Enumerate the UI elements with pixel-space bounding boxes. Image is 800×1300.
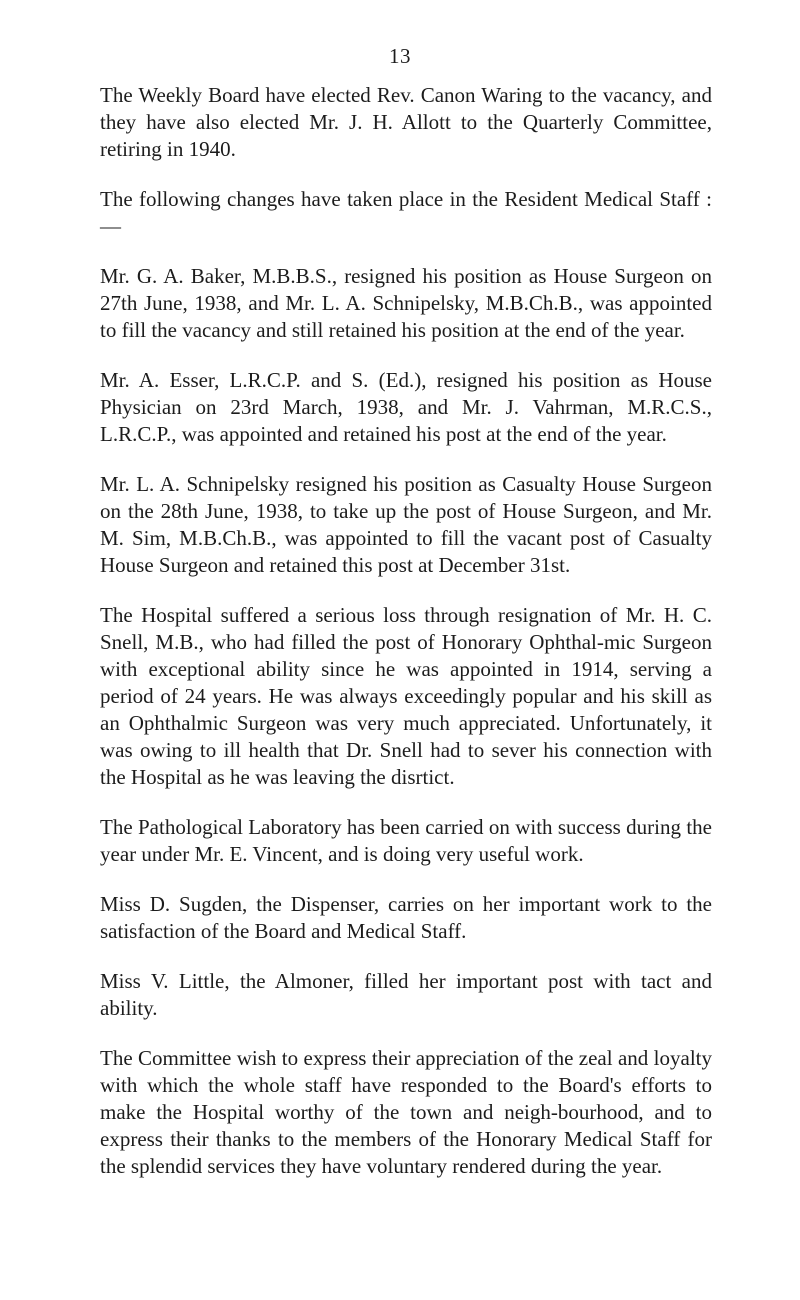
paragraph-casualty-surgeon-change: Mr. L. A. Schnipelsky resigned his position as Casualty House Surgeon on the 28th June, 1938, to take up the post of House Surgeon, and Mr. M. Sim, M.B.Ch.B., was appointed to fill the vacant post of Casualty House Surgeon and retained this post at December 31st. bbox=[100, 472, 712, 577]
paragraph-pathological-laboratory: The Pathological Laboratory has been carried on with success during the year under Mr. E. Vincent, and is doing very useful work. bbox=[100, 815, 712, 866]
paragraph-ophthalmic-surgeon-resignation: The Hospital suffered a serious loss through resignation of Mr. H. C. Snell, M.B., who had filled the post of Honorary Ophthal-mic Surgeon with exceptional ability since he was appointed in 1914, serving a period of 24 years. He was always exceedingly popular and his skill as an Ophthalmic Surgeon was very much appreciated. Unfortunately, it was owing to ill health that Dr. Snell had to sever his connection with the Hospital as he was leaving the disrtict. bbox=[100, 603, 712, 789]
paragraph-almoner: Miss V. Little, the Almoner, filled her important post with tact and ability. bbox=[100, 969, 712, 1020]
paragraph-house-physician-change: Mr. A. Esser, L.R.C.P. and S. (Ed.), resigned his position as House Physician on 23rd March, 1938, and Mr. J. Vahrman, M.R.C.S., L.R.C.P., was appointed and retained his post at the end of the year. bbox=[100, 368, 712, 446]
paragraph-house-surgeon-change: Mr. G. A. Baker, M.B.B.S., resigned his position as House Surgeon on 27th June, 1938, and Mr. L. A. Schnipelsky, M.B.Ch.B., was appointed to fill the vacancy and still retained his position at the end of the year. bbox=[100, 264, 712, 342]
paragraph-staff-changes-intro: The following changes have taken place in the Resident Medical Staff :— bbox=[100, 187, 712, 238]
report-body bbox=[100, 82, 712, 1203]
paragraph-board-elections: The Weekly Board have elected Rev. Canon Waring to the vacancy, and they have also elected Mr. J. H. Allott to the Quarterly Committee, retiring in 1940. bbox=[100, 83, 712, 161]
paragraph-committee-appreciation: The Committee wish to express their appreciation of the zeal and loyalty with which the whole staff have responded to the Board's efforts to make the Hospital worthy of the town and neigh-bourhood, and to express their thanks to the members of the Honorary Medical Staff for the splendid services they have voluntary rendered during the year. bbox=[100, 1046, 712, 1178]
paragraph-dispenser: Miss D. Sugden, the Dispenser, carries on her important work to the satisfaction of the Board and Medical Staff. bbox=[100, 892, 712, 943]
page-number: 13 bbox=[389, 44, 411, 68]
